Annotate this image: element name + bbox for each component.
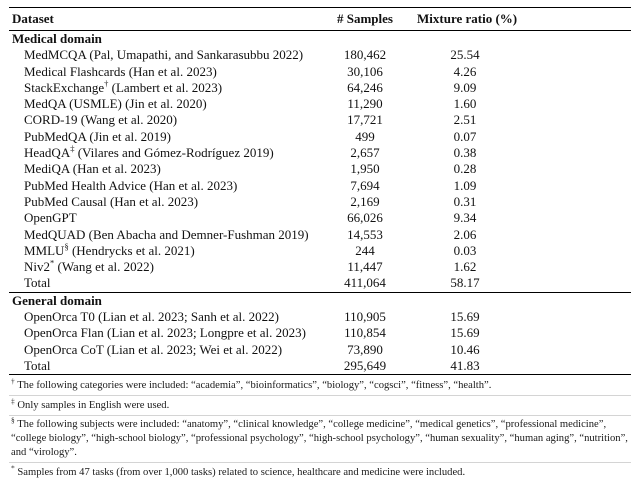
- ratio-cell: 9.34: [453, 210, 477, 226]
- samples-cell: 14,553: [347, 226, 383, 242]
- spacer-cell: [513, 325, 631, 341]
- spacer-cell: [513, 161, 631, 177]
- table-row: [9, 275, 631, 292]
- samples-cell: 180,462: [343, 47, 387, 63]
- spacer-cell: [513, 194, 631, 210]
- spacer-cell: [513, 80, 631, 96]
- col-header-dataset: Dataset: [9, 8, 313, 31]
- dataset-name: PubMedQA (Jin et al. 2019): [24, 128, 171, 144]
- section-header-row: [9, 31, 631, 48]
- ratio-cell: 4.26: [453, 63, 477, 79]
- footnote-marker: §: [64, 242, 69, 252]
- table-row: [9, 96, 631, 112]
- spacer-cell: [513, 309, 631, 325]
- footnote-marker: §: [11, 415, 15, 425]
- footnote: § The following subjects were included: “anatomy”, “clinical knowledge”, “college medicine”, “medical genetics”, “professional medicine”, “college biology”, “high-school biology”, “professional psychology”, “high-school psychology”, “human sexuality”, “human aging”, “nutrition”, and “virology”.: [9, 416, 631, 463]
- dataset-table: [9, 7, 631, 375]
- footnote-marker: ‡: [11, 396, 15, 405]
- table-body: [9, 31, 631, 375]
- samples-cell: 2,657: [350, 145, 380, 161]
- footnote: * Samples from 47 tasks (from over 1,000 tasks) related to science, healthcare and medicine were included.: [11, 463, 466, 478]
- dataset-cell: [9, 112, 313, 128]
- samples-cell: 499: [355, 128, 375, 144]
- dataset-cell: [9, 210, 313, 226]
- ratio-cell: 0.31: [453, 193, 477, 209]
- ratio-cell: 1.09: [453, 177, 477, 193]
- dataset-cell: [9, 80, 313, 96]
- table-row: [9, 325, 631, 341]
- spacer-cell: [513, 275, 631, 292]
- table-row: [9, 309, 631, 325]
- table-row: [9, 161, 631, 177]
- samples-cell: 64,246: [347, 79, 383, 95]
- dataset-name: OpenGPT: [24, 210, 77, 226]
- table-row: [9, 178, 631, 194]
- section-header-row: [9, 292, 631, 309]
- table-row: [9, 243, 631, 259]
- dataset-cell: [9, 161, 313, 177]
- ratio-cell: 1.62: [453, 259, 477, 275]
- footnote-marker: †: [104, 79, 109, 89]
- table-row: [9, 227, 631, 243]
- ratio-cell: 41.83: [450, 357, 480, 373]
- table-row: [9, 112, 631, 128]
- ratio-cell: 15.69: [450, 325, 480, 341]
- ratio-cell: 0.28: [453, 161, 477, 177]
- samples-cell: 1,950: [350, 161, 380, 177]
- footnote: ‡ Only samples in English were used.: [9, 396, 631, 416]
- section-title: General domain: [9, 292, 631, 309]
- dataset-name: Medical Flashcards (Han et al. 2023): [24, 63, 217, 79]
- spacer-cell: [513, 358, 631, 375]
- dataset-cell: [9, 178, 313, 194]
- footnote: † The following categories were included: “academia”, “bioinformatics”, “biology”, “cogsci”, “fitness”, “health”.: [9, 376, 631, 396]
- dataset-name: MedMCQA (Pal, Umapathi, and Sankarasubbu 2022): [24, 47, 304, 63]
- spacer-cell: [513, 342, 631, 358]
- dataset-name: HeadQA: [24, 145, 71, 161]
- dataset-cell: [9, 47, 313, 63]
- dataset-cell: [9, 259, 313, 275]
- table-row: [9, 129, 631, 145]
- dataset-name: MedQA (USMLE) (Jin et al. 2020): [24, 96, 207, 112]
- table-row: [9, 210, 631, 226]
- spacer-cell: [513, 64, 631, 80]
- dataset-citation: (Hendrycks et al. 2021): [68, 242, 195, 258]
- ratio-cell: 2.51: [453, 112, 477, 128]
- spacer-cell: [513, 96, 631, 112]
- footnote-marker: *: [50, 259, 55, 268]
- dataset-cell: [9, 227, 313, 243]
- samples-cell: 30,106: [347, 63, 383, 79]
- header-row: [9, 8, 631, 31]
- footnote-marker: *: [11, 463, 15, 473]
- ratio-cell: 0.03: [453, 242, 477, 258]
- dataset-cell: [9, 342, 313, 358]
- ratio-cell: 0.07: [453, 128, 477, 144]
- dataset-cell: [9, 358, 313, 375]
- table-row: [9, 64, 631, 80]
- dataset-cell: [9, 275, 313, 292]
- dataset-cell: [9, 325, 313, 341]
- samples-cell: 11,447: [347, 259, 383, 275]
- table-row: [9, 259, 631, 275]
- samples-cell: 17,721: [347, 112, 383, 128]
- dataset-name: Total: [24, 275, 51, 291]
- ratio-cell: 25.54: [450, 47, 480, 63]
- dataset-name: MedQUAD (Ben Abacha and Demner-Fushman 2019): [24, 226, 309, 242]
- spacer-cell: [513, 129, 631, 145]
- spacer-cell: [513, 210, 631, 226]
- table-row: [9, 80, 631, 96]
- samples-cell: 295,649: [343, 357, 387, 373]
- dataset-name: CORD-19 (Wang et al. 2020): [24, 112, 178, 128]
- dataset-name: Niv2: [24, 259, 50, 275]
- ratio-cell: 0.38: [453, 145, 477, 161]
- ratio-cell: 15.69: [450, 309, 480, 325]
- samples-cell: 11,290: [347, 96, 383, 112]
- samples-cell: 110,905: [344, 309, 386, 325]
- dataset-cell: [9, 64, 313, 80]
- spacer-cell: [513, 243, 631, 259]
- ratio-cell: 9.09: [453, 79, 477, 95]
- ratio-cell: 10.46: [450, 341, 480, 357]
- samples-cell: 2,169: [350, 193, 380, 209]
- ratio-cell: 2.06: [453, 226, 477, 242]
- table-row: [9, 342, 631, 358]
- footnote-marker: ‡: [70, 145, 75, 154]
- dataset-name: MMLU: [24, 242, 65, 258]
- section-title: Medical domain: [12, 31, 102, 46]
- dataset-cell: [9, 129, 313, 145]
- ratio-cell: 58.17: [450, 275, 480, 291]
- samples-cell: 411,064: [344, 275, 386, 291]
- samples-cell: 244: [355, 242, 375, 258]
- dataset-name: OpenOrca T0 (Lian et al. 2023; Sanh et al. 2022): [24, 309, 279, 325]
- col-header-spacer: [513, 8, 631, 31]
- table-row: [9, 47, 631, 63]
- dataset-name: Total: [24, 357, 51, 373]
- spacer-cell: [513, 259, 631, 275]
- spacer-cell: [513, 47, 631, 63]
- dataset-name: PubMed Health Advice (Han et al. 2023): [24, 177, 238, 193]
- dataset-citation: (Wang et al. 2022): [54, 259, 154, 275]
- footnote-marker: †: [11, 376, 15, 386]
- spacer-cell: [513, 227, 631, 243]
- col-header-samples: # Samples: [313, 8, 417, 31]
- samples-cell: 110,854: [344, 325, 386, 341]
- dataset-cell: [9, 145, 313, 161]
- dataset-cell: [9, 194, 313, 210]
- dataset-citation: (Lambert et al. 2023): [108, 79, 223, 95]
- dataset-cell: [9, 243, 313, 259]
- dataset-citation: (Vilares and Gómez-Rodríguez 2019): [74, 145, 274, 161]
- samples-cell: 73,890: [347, 341, 383, 357]
- dataset-name: MediQA (Han et al. 2023): [24, 161, 161, 177]
- spacer-cell: [513, 178, 631, 194]
- table-row: [9, 358, 631, 375]
- spacer-cell: [513, 145, 631, 161]
- spacer-cell: [513, 112, 631, 128]
- dataset-name: PubMed Causal (Han et al. 2023): [24, 193, 199, 209]
- dataset-name: StackExchange: [24, 79, 105, 95]
- samples-cell: 66,026: [347, 210, 383, 226]
- table-row: [9, 145, 631, 161]
- dataset-name: OpenOrca CoT (Lian et al. 2023; Wei et al. 2022): [24, 341, 283, 357]
- dataset-cell: [9, 96, 313, 112]
- col-header-ratio: Mixture ratio (%): [417, 8, 513, 31]
- dataset-name: OpenOrca Flan (Lian et al. 2023; Longpre et al. 2023): [24, 325, 306, 341]
- footnotes: [9, 376, 631, 482]
- samples-cell: 7,694: [350, 177, 380, 193]
- dataset-cell: [9, 309, 313, 325]
- ratio-cell: 1.60: [453, 96, 477, 112]
- table-row: [9, 194, 631, 210]
